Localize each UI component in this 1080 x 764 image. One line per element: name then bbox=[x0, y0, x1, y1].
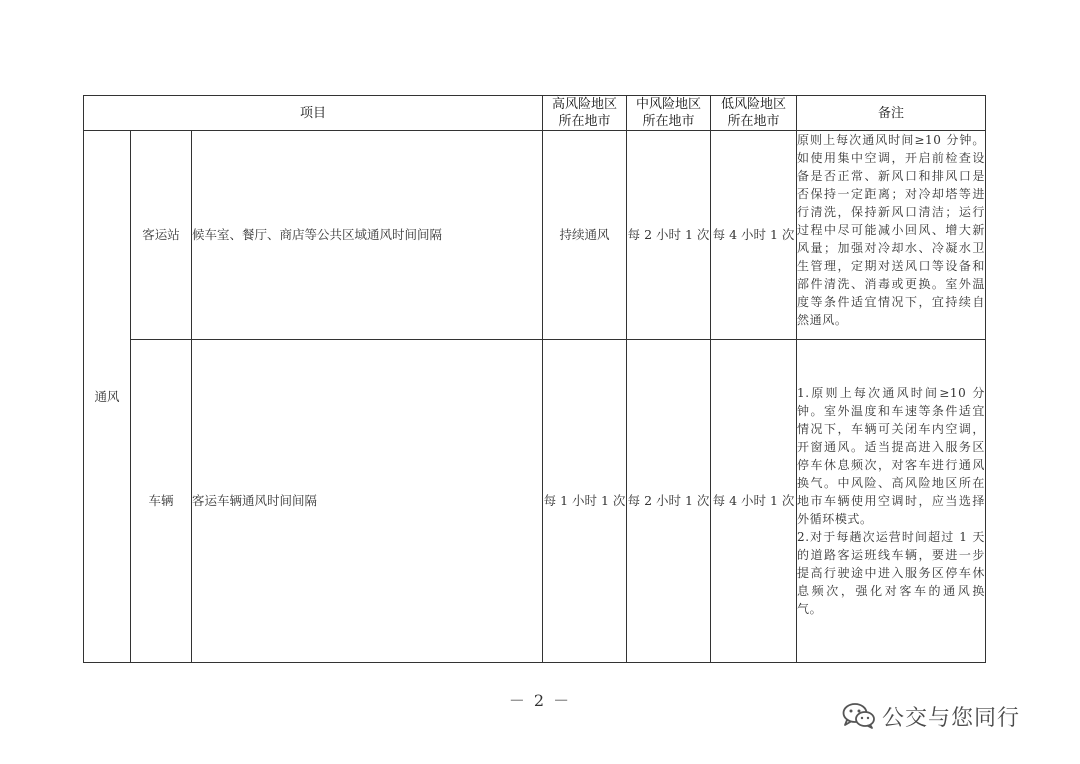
high-risk-cell: 持续通风 bbox=[543, 131, 627, 340]
header-high-risk: 高风险地区 所在地市 bbox=[543, 96, 627, 131]
table-header-row bbox=[84, 96, 986, 131]
high-risk-cell: 每 1 小时 1 次 bbox=[543, 340, 627, 663]
table-row bbox=[84, 340, 986, 663]
note-paragraph: 2.对于每趟次运营时间超过 1 天的道路客运班线车辆，要进一步提高行驶途中进入服务区停车休息频次，强化对客车的通风换气。 bbox=[797, 530, 986, 616]
item-cell: 候车室、餐厅、商店等公共区域通风时间间隔 bbox=[192, 131, 543, 340]
low-risk-cell: 每 4 小时 1 次 bbox=[711, 340, 797, 663]
wechat-icon bbox=[842, 702, 876, 730]
page-number: － 2 － bbox=[508, 691, 572, 710]
ventilation-table bbox=[83, 95, 986, 663]
note-cell bbox=[797, 131, 986, 340]
subcategory-cell: 车辆 bbox=[131, 340, 192, 663]
watermark-text: 公交与您同行 bbox=[882, 705, 1021, 731]
table-row bbox=[84, 131, 986, 340]
header-low-risk: 低风险地区 所在地市 bbox=[711, 96, 797, 131]
header-item: 项目 bbox=[84, 96, 543, 131]
note-cell bbox=[797, 340, 986, 663]
note-paragraph: 原则上每次通风时间≥10 分钟。如使用集中空调，开启前检查设备是否正常、新风口和排风口是否保持一定距离；对冷却塔等进行清洗，保持新风口清洁；运行过程中尽可能减小回风、增大新风量；加强对冷却水、冷凝水卫生管理，定期对送风口等设备和部件清洗、消毒或更换。室外温度等条件适宜情况下，宜持续自然通风。 bbox=[797, 133, 986, 327]
header-mid-risk: 中风险地区 所在地市 bbox=[627, 96, 711, 131]
low-risk-cell: 每 4 小时 1 次 bbox=[711, 131, 797, 340]
category-cell: 通风 bbox=[84, 131, 131, 663]
note-paragraph: 1.原则上每次通风时间≥10 分钟。室外温度和车速等条件适宜情况下，车辆可关闭车内空调，开窗通风。适当提高进入服务区停车休息频次，对客车进行通风换气。中风险、高风险地区所在地市车辆使用空调时，应当选择外循环模式。 bbox=[797, 386, 986, 526]
header-note: 备注 bbox=[797, 96, 986, 131]
watermark bbox=[842, 700, 1020, 732]
subcategory-cell: 客运站 bbox=[131, 131, 192, 340]
item-cell: 客运车辆通风时间间隔 bbox=[192, 340, 543, 663]
mid-risk-cell: 每 2 小时 1 次 bbox=[627, 131, 711, 340]
mid-risk-cell: 每 2 小时 1 次 bbox=[627, 340, 711, 663]
